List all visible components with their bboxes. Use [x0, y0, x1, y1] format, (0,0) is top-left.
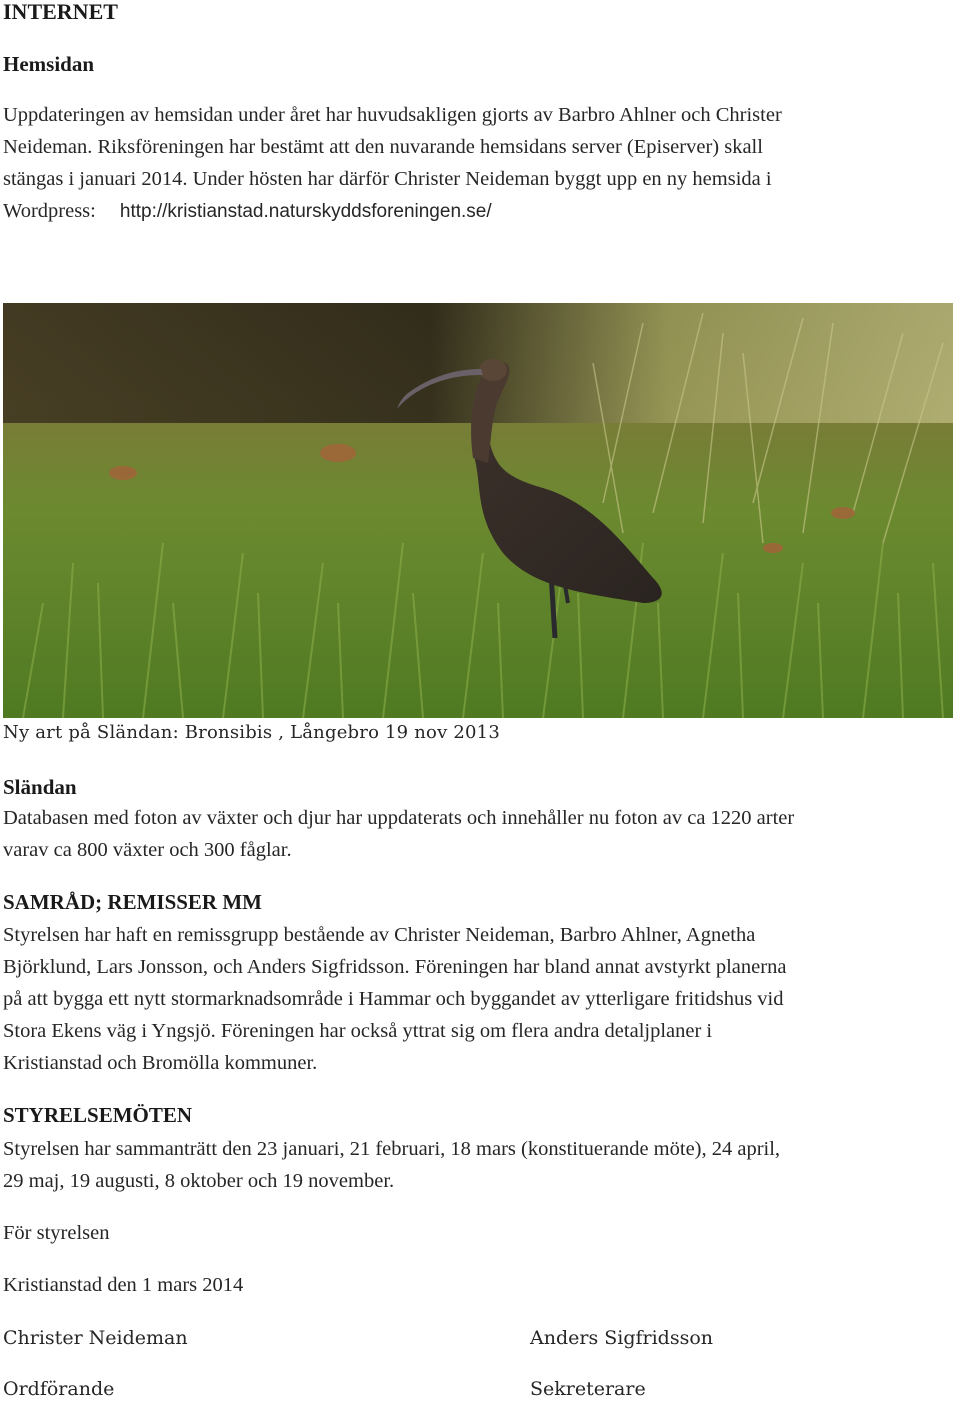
- slandan-paragraph: [3, 802, 794, 866]
- section-heading-styrelsemoten: STYRELSEMÖTEN: [3, 1103, 193, 1127]
- paragraph-line: Neideman. Riksföreningen har bestämt att den nuvarande hemsidans server (Episerver) skall: [3, 136, 763, 158]
- paragraph-line: 29 maj, 19 augusti, 8 oktober och 19 november.: [3, 1170, 395, 1192]
- section-heading-internet: INTERNET: [3, 0, 118, 24]
- signer1-name: Christer Neideman: [3, 1327, 188, 1349]
- signer2-title: Sekreterare: [530, 1378, 646, 1400]
- section-heading-samrad: SAMRÅD; REMISSER MM: [3, 890, 262, 914]
- place-date: Kristianstad den 1 mars 2014: [3, 1274, 244, 1296]
- paragraph-line: Kristianstad och Bromölla kommuner.: [3, 1052, 318, 1074]
- hemsidan-paragraph: [3, 99, 782, 228]
- paragraph-line: Uppdateringen av hemsidan under året har huvudsakligen gjorts av Barbro Ahlner och Christer: [3, 104, 782, 126]
- paragraph-line-url: [3, 195, 782, 228]
- section-heading-slandan: Sländan: [3, 775, 77, 799]
- paragraph-line: Stora Ekens väg i Yngsjö. Föreningen har också yttrat sig om flera andra detaljplaner i: [3, 1020, 713, 1042]
- wordpress-label: Wordpress:: [3, 200, 96, 222]
- homepage-url-link[interactable]: http://kristianstad.naturskyddsforeningen.se/: [119, 201, 492, 222]
- styrelsemoten-paragraph: [3, 1133, 780, 1197]
- bronsibis-photo: [3, 303, 953, 718]
- paragraph-line: Björklund, Lars Jonsson, och Anders Sigfridsson. Föreningen har bland annat avstyrkt planerna: [3, 956, 787, 978]
- signer1-title: Ordförande: [3, 1378, 115, 1400]
- paragraph-line: på att bygga ett nytt stormarknadsområde i Hammar och byggandet av ytterligare fritidshus vid: [3, 988, 784, 1010]
- samrad-paragraph: [3, 919, 786, 1079]
- section-heading-hemsidan: Hemsidan: [3, 52, 95, 76]
- photo-caption: Ny art på Sländan: Bronsibis , Långebro 19 nov 2013: [3, 722, 500, 743]
- paragraph-line: Styrelsen har haft en remissgrupp bestående av Christer Neideman, Barbro Ahlner, Agnetha: [3, 924, 756, 946]
- paragraph-line: Styrelsen har sammanträtt den 23 januari, 21 februari, 18 mars (konstituerande möte), 24 april,: [3, 1138, 781, 1160]
- paragraph-line: varav ca 800 växter och 300 fåglar.: [3, 839, 292, 861]
- signer2-name: Anders Sigfridsson: [530, 1327, 714, 1349]
- for-styrelsen: För styrelsen: [3, 1222, 110, 1244]
- paragraph-line: Databasen med foton av växter och djur har uppdaterats och innehåller nu foton av ca 1220 arter: [3, 807, 795, 829]
- paragraph-line: stängas i januari 2014. Under hösten har därför Christer Neideman byggt upp en ny hemsida i: [3, 168, 772, 190]
